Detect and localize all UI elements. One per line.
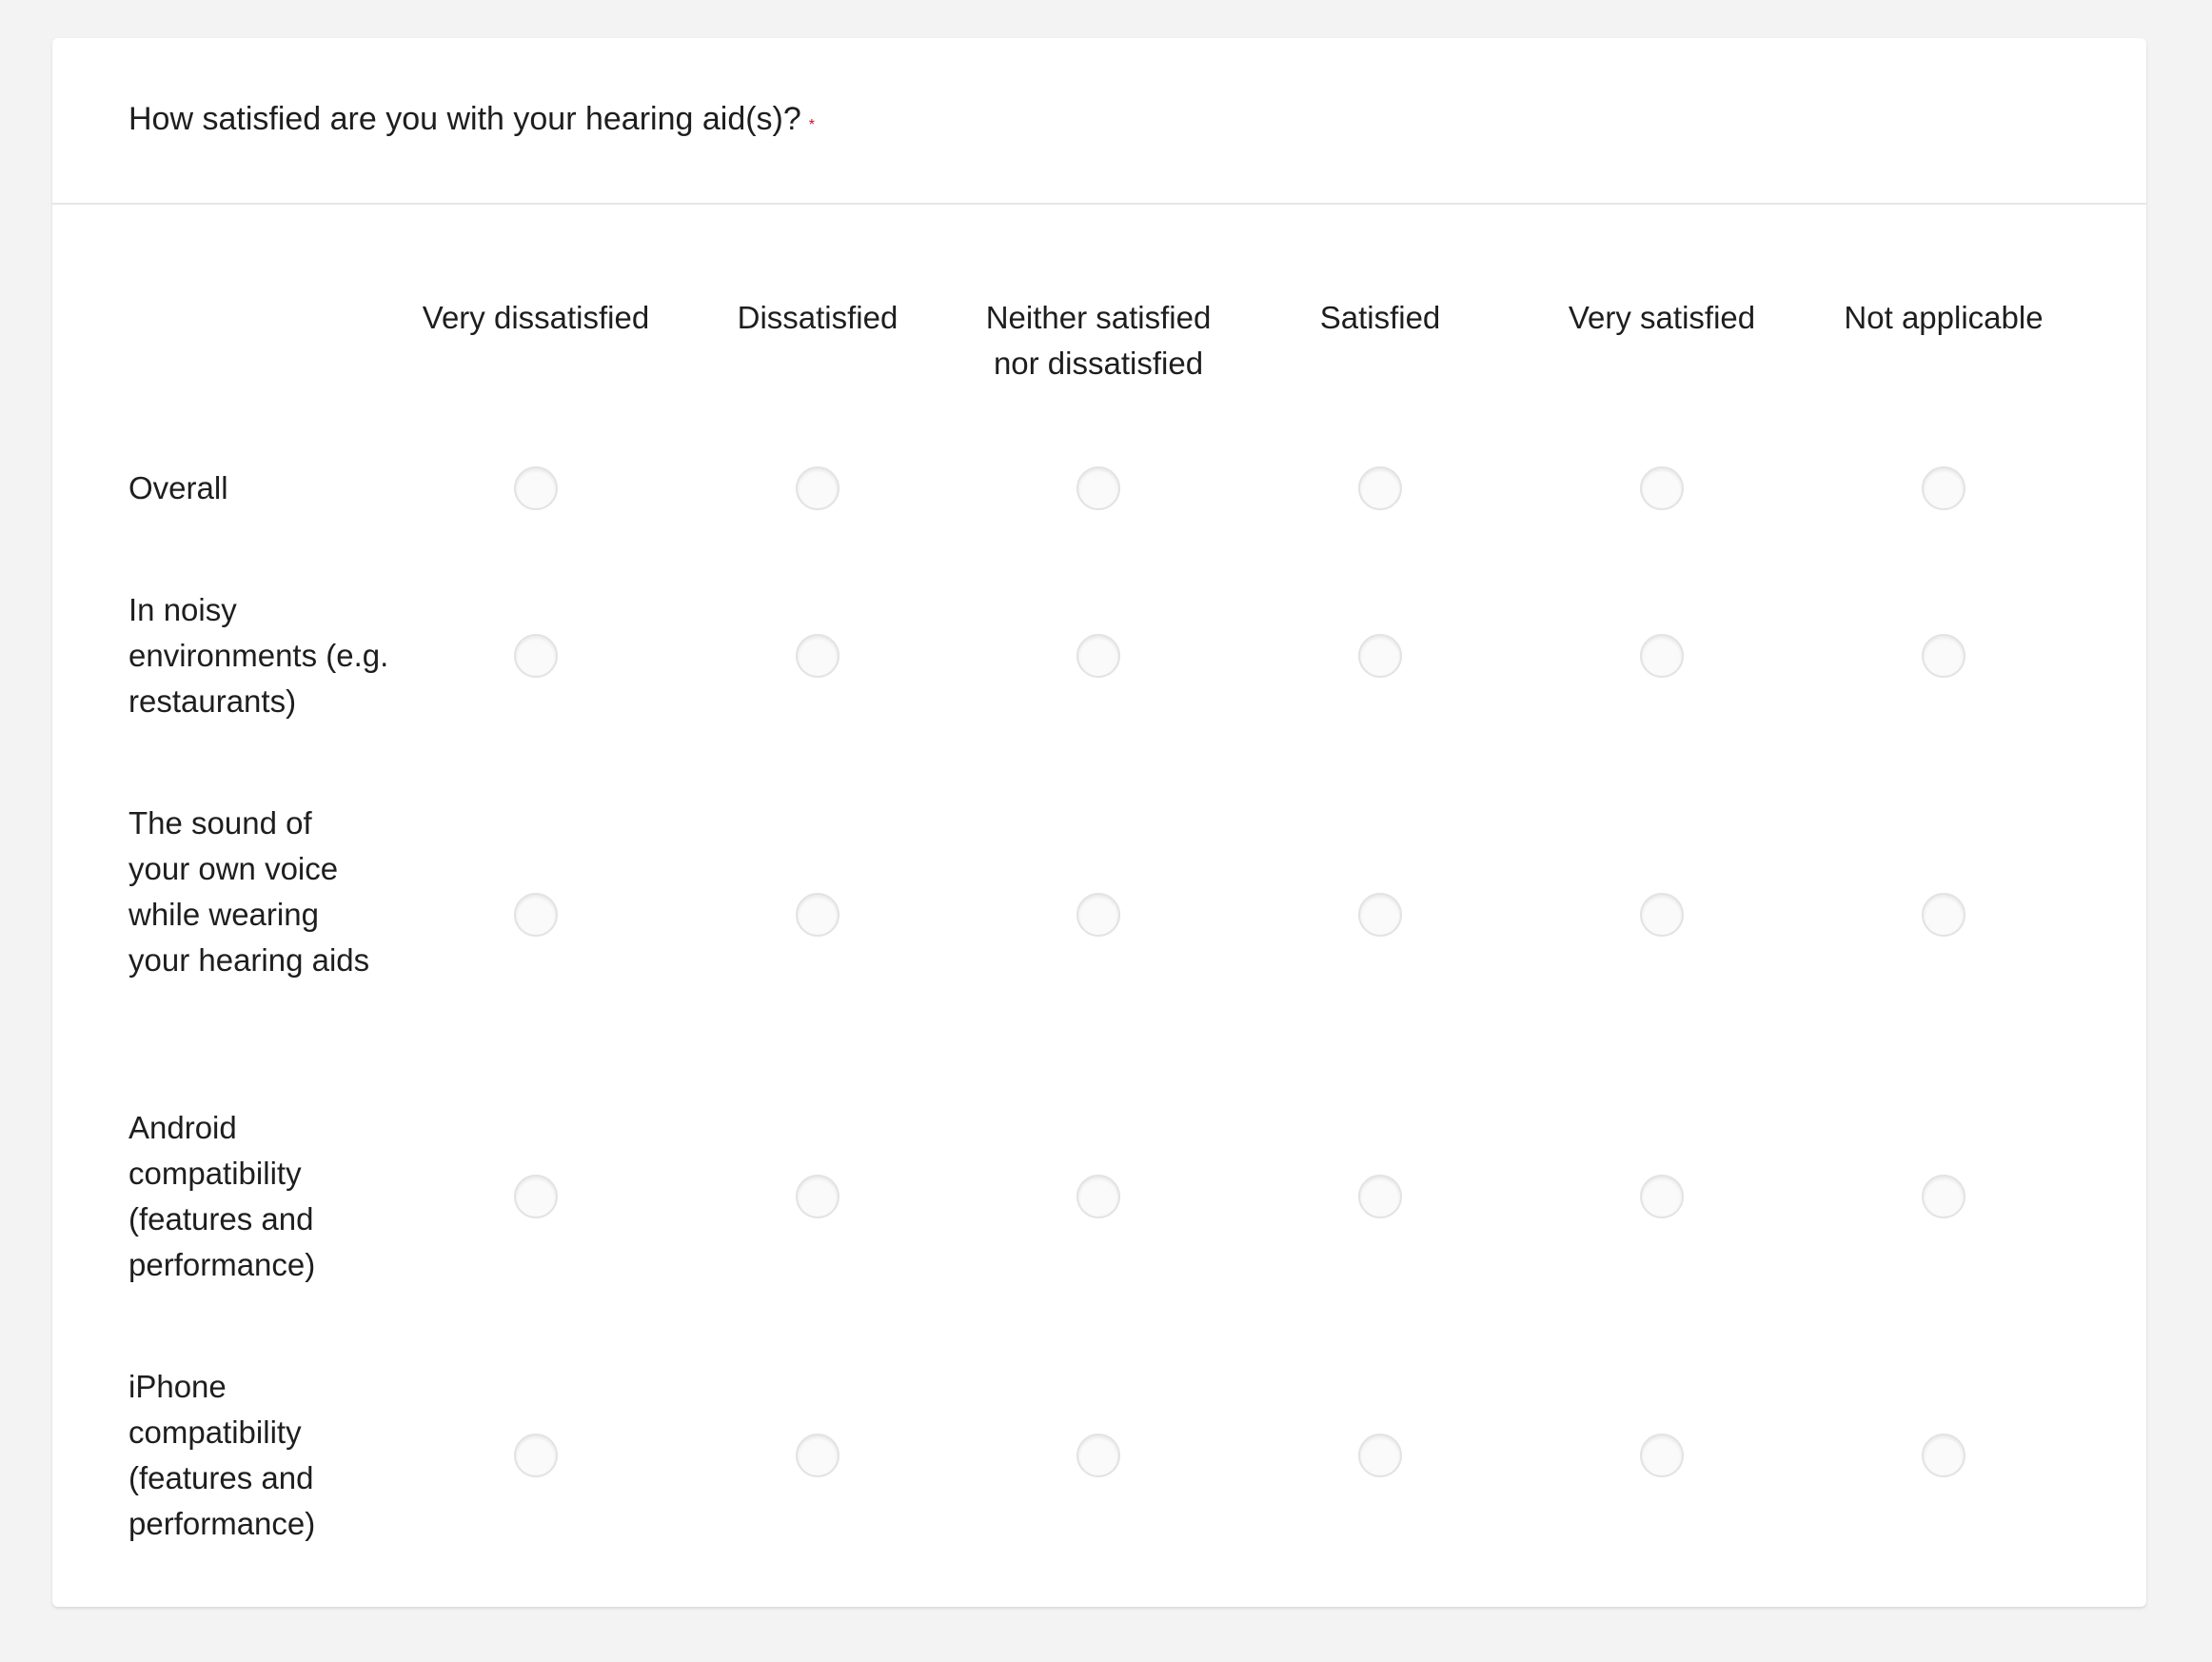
radio-noisy-satisfied[interactable] — [1358, 634, 1402, 678]
radio-own-voice-very-satisfied[interactable] — [1640, 893, 1684, 937]
radio-iphone-very-satisfied[interactable] — [1640, 1434, 1684, 1477]
radio-own-voice-very-dissatisfied[interactable] — [514, 893, 558, 937]
radio-iphone-satisfied[interactable] — [1358, 1434, 1402, 1477]
radio-own-voice-satisfied[interactable] — [1358, 893, 1402, 937]
question-card — [52, 38, 2146, 1607]
column-header-not-applicable: Not applicable — [1844, 300, 2044, 335]
row-label-overall: Overall — [128, 470, 228, 505]
radio-android-very-dissatisfied[interactable] — [514, 1175, 558, 1218]
row-label-noisy-environments: In noisy environments (e.g. restaurants) — [128, 592, 389, 719]
row-label-own-voice: The sound of your own voice while wearing your hearing aids — [128, 805, 370, 978]
radio-noisy-neither[interactable] — [1076, 634, 1120, 678]
radio-noisy-dissatisfied[interactable] — [796, 634, 839, 678]
radio-iphone-not-applicable[interactable] — [1922, 1434, 1965, 1477]
column-header-neither: Neither satisfied nor dissatisfied — [985, 300, 1212, 381]
required-asterisk: * — [808, 117, 816, 133]
row-label-android: Android compatibility (features and performance) — [128, 1110, 316, 1282]
column-header-very-satisfied: Very satisfied — [1568, 300, 1756, 335]
radio-noisy-not-applicable[interactable] — [1922, 634, 1965, 678]
question-header — [52, 38, 2146, 205]
radio-overall-neither[interactable] — [1076, 466, 1120, 510]
radio-android-not-applicable[interactable] — [1922, 1175, 1965, 1218]
radio-overall-dissatisfied[interactable] — [796, 466, 839, 510]
column-header-satisfied: Satisfied — [1319, 300, 1441, 335]
radio-overall-satisfied[interactable] — [1358, 466, 1402, 510]
radio-android-dissatisfied[interactable] — [796, 1175, 839, 1218]
radio-own-voice-not-applicable[interactable] — [1922, 893, 1965, 937]
radio-overall-very-satisfied[interactable] — [1640, 466, 1684, 510]
radio-own-voice-dissatisfied[interactable] — [796, 893, 839, 937]
radio-noisy-very-satisfied[interactable] — [1640, 634, 1684, 678]
column-header-very-dissatisfied: Very dissatisfied — [422, 300, 650, 335]
radio-overall-not-applicable[interactable] — [1922, 466, 1965, 510]
radio-android-satisfied[interactable] — [1358, 1175, 1402, 1218]
row-label-iphone: iPhone compatibility (features and performance) — [128, 1369, 316, 1541]
radio-noisy-very-dissatisfied[interactable] — [514, 634, 558, 678]
radio-android-very-satisfied[interactable] — [1640, 1175, 1684, 1218]
radio-iphone-dissatisfied[interactable] — [796, 1434, 839, 1477]
question-text: How satisfied are you with your hearing aid(s)? — [128, 101, 801, 137]
radio-own-voice-neither[interactable] — [1076, 893, 1120, 937]
radio-iphone-neither[interactable] — [1076, 1434, 1120, 1477]
radio-overall-very-dissatisfied[interactable] — [514, 466, 558, 510]
radio-iphone-very-dissatisfied[interactable] — [514, 1434, 558, 1477]
column-header-dissatisfied: Dissatisfied — [737, 300, 899, 335]
radio-android-neither[interactable] — [1076, 1175, 1120, 1218]
